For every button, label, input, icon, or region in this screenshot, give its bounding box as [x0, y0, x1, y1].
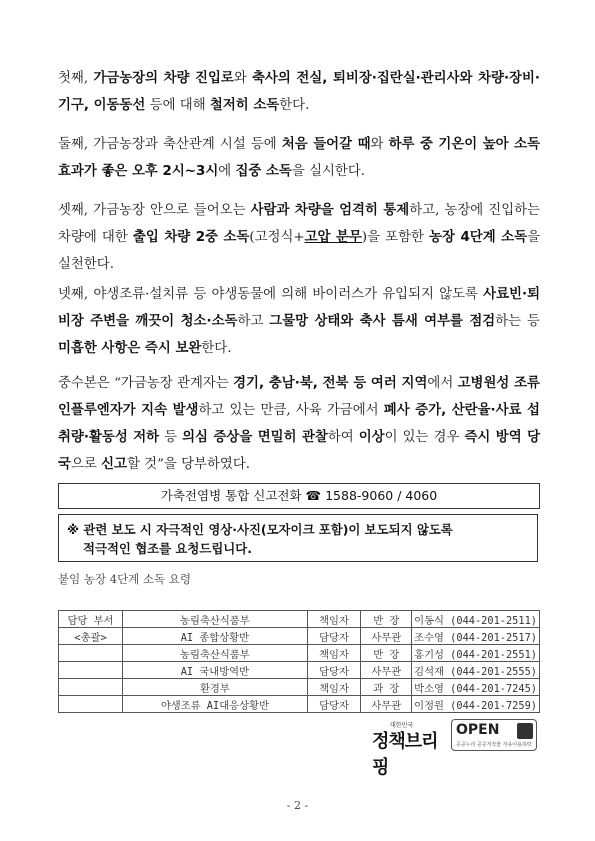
cell-role: 책임자 — [307, 611, 361, 628]
cell-role: 담당자 — [307, 662, 361, 679]
text-run: 첫째, — [58, 71, 94, 86]
text-run: 이 있는 경우 — [384, 430, 465, 445]
policy-briefing-logo — [372, 720, 447, 778]
text-run: 이상 — [358, 430, 385, 445]
text-run: 사람과 차량을 엄격히 통제 — [250, 203, 410, 218]
paragraph-3 — [58, 197, 540, 278]
text-run: 가금농장의 차량 진입로 — [93, 71, 234, 86]
cell-title: 사무관 — [361, 662, 412, 679]
cell-name: 이정원 (044-201-7259) — [412, 696, 540, 713]
text-run: )을 포함한 — [361, 230, 430, 245]
text-run: 처음 들어갈 때 — [281, 137, 371, 152]
cell-name: 홍기성 (044-201-2551) — [412, 645, 540, 662]
table-row — [59, 628, 540, 645]
text-run: 중수본은 “가금농장 관계자는 — [58, 376, 234, 391]
text-run: 즉시 방역 당국 — [58, 430, 541, 472]
cell-role: 담당자 — [307, 628, 361, 645]
dept-cell — [59, 662, 123, 679]
contacts-table — [58, 610, 540, 713]
cell-title: 반 장 — [361, 611, 412, 628]
text-run: 축사의 전실, 퇴비장·집란실·관리사와 차량·장비·기구, 이동동선 — [58, 71, 540, 113]
text-run: 출입 차량 2중 소독 — [132, 230, 250, 245]
cell-title: 과 장 — [361, 679, 412, 696]
cell-org: AI 종합상황반 — [123, 628, 308, 645]
text-run: (고정식+ — [249, 230, 305, 245]
cell-org: 농림축산식품부 — [123, 645, 308, 662]
cell-name: 박소영 (044-201-7245) — [412, 679, 540, 696]
text-run: 한다. — [279, 98, 310, 113]
text-run: 으로 — [70, 457, 102, 472]
cell-title: 사무관 — [361, 696, 412, 713]
notice-line-2: 적극적인 협조를 요청드립니다. — [83, 541, 252, 556]
paragraph-5 — [58, 370, 540, 478]
text-run: 하는 등 — [495, 314, 540, 329]
page-number: - 2 - — [286, 799, 309, 812]
table-row — [59, 662, 540, 679]
text-run: 넷째, 야생조류·설치류 등 야생동물에 의해 바이러스가 유입되지 않도록 — [58, 287, 484, 302]
table-row — [59, 679, 540, 696]
text-run: 등에 대해 — [145, 98, 210, 113]
text-run: 하루 중 기온이 높아 소독 효과가 좋은 오후 2시~3시 — [58, 137, 541, 179]
text-run: 신고 — [101, 457, 127, 472]
text-run: 등 — [159, 430, 183, 445]
cell-role: 담당자 — [307, 696, 361, 713]
cell-org: 야생조류 AI대응상황반 — [123, 696, 308, 713]
text-run: 사료빈·퇴비장 주변을 깨끗이 청소·소독 — [58, 287, 540, 329]
cell-org: AI 국내방역반 — [123, 662, 308, 679]
report-phone-number: 1588-9060 / 4060 — [325, 488, 438, 503]
text-run: 한다. — [201, 341, 232, 356]
paragraph-4 — [58, 281, 540, 362]
text-run: 와 — [370, 137, 389, 152]
text-run: 집중 소독 — [235, 164, 292, 179]
text-run: 에서 — [427, 376, 458, 391]
text-run: 하고 — [237, 314, 270, 329]
notice-line-1: ※ 관련 보도 시 자극적인 영상·사진(모자이크 포함)이 보도되지 않도록 — [67, 522, 453, 537]
table-row — [59, 696, 540, 713]
cell-name: 조수영 (044-201-2517) — [412, 628, 540, 645]
text-run: 에 — [218, 164, 236, 179]
text-run: 폐사 증가, 산란율·사료 섭취량·활동성 저하 — [58, 403, 540, 445]
text-run: 농장 4단계 소독 — [429, 230, 528, 245]
text-run: 셋째, 가금농장 안으로 들어오는 — [58, 203, 251, 218]
text-run: 을 실시한다. — [291, 164, 366, 179]
open-logo-subtext: 공공누리 공공저작물 자유이용허락 — [456, 742, 532, 748]
open-license-logo — [451, 719, 537, 751]
dept-cell: 담당 부서 — [59, 611, 123, 628]
text-run: 와 — [233, 71, 252, 86]
cell-name: 김석재 (044-201-2555) — [412, 662, 540, 679]
table-row — [59, 611, 540, 628]
paragraph-1 — [58, 65, 540, 119]
text-run: 미흡한 사항은 즉시 보완 — [58, 341, 202, 356]
cell-role: 책임자 — [307, 679, 361, 696]
attachment-caption: 붙임 농장 4단계 소독 요령 — [58, 572, 192, 586]
dept-cell — [59, 696, 123, 713]
press-notice-box — [58, 514, 538, 562]
open-logo-text: OPEN — [456, 722, 500, 738]
text-run: 고압 분무 — [304, 230, 362, 245]
text-run: 경기, 충남·북, 전북 등 여러 지역 — [233, 376, 428, 391]
report-phone-box — [58, 483, 540, 509]
dept-cell — [59, 645, 123, 662]
text-run: 의심 증상을 면밀히 관찰 — [182, 430, 328, 445]
text-run: 을 실천한다. — [58, 230, 540, 272]
cell-title: 반 장 — [361, 645, 412, 662]
cell-role: 책임자 — [307, 645, 361, 662]
logo-small-text: 대한민국 — [390, 722, 414, 729]
text-run: 철저히 소독 — [209, 98, 280, 113]
phone-icon: ☎ — [305, 488, 322, 503]
license-badge-icon — [517, 723, 533, 739]
dept-cell: <총괄> — [59, 628, 123, 645]
text-run: 할 것”을 당부하였다. — [126, 457, 251, 472]
cell-org: 환경부 — [123, 679, 308, 696]
text-run: 하고 있는 만큼, 사육 가금에서 — [198, 403, 384, 418]
cell-name: 이동식 (044-201-2511) — [412, 611, 540, 628]
text-run: 고병원성 조류인플루엔자가 지속 발생 — [58, 376, 540, 418]
text-run: 둘째, 가금농장과 축산관계 시설 등에 — [58, 137, 282, 152]
text-run: 그물망 상태와 축사 틈새 여부를 점검 — [269, 314, 496, 329]
report-phone-label: 가축전염병 통합 신고전화 — [160, 488, 302, 503]
text-run: 하고, 농장에 진입하는 차량에 대한 — [58, 203, 540, 245]
dept-cell — [59, 679, 123, 696]
cell-title: 사무관 — [361, 628, 412, 645]
text-run: 하여 — [327, 430, 359, 445]
cell-org: 농림축산식품부 — [123, 611, 308, 628]
table-row — [59, 645, 540, 662]
logo-big-text: 정책브리핑 — [372, 731, 438, 778]
paragraph-2 — [58, 131, 540, 185]
